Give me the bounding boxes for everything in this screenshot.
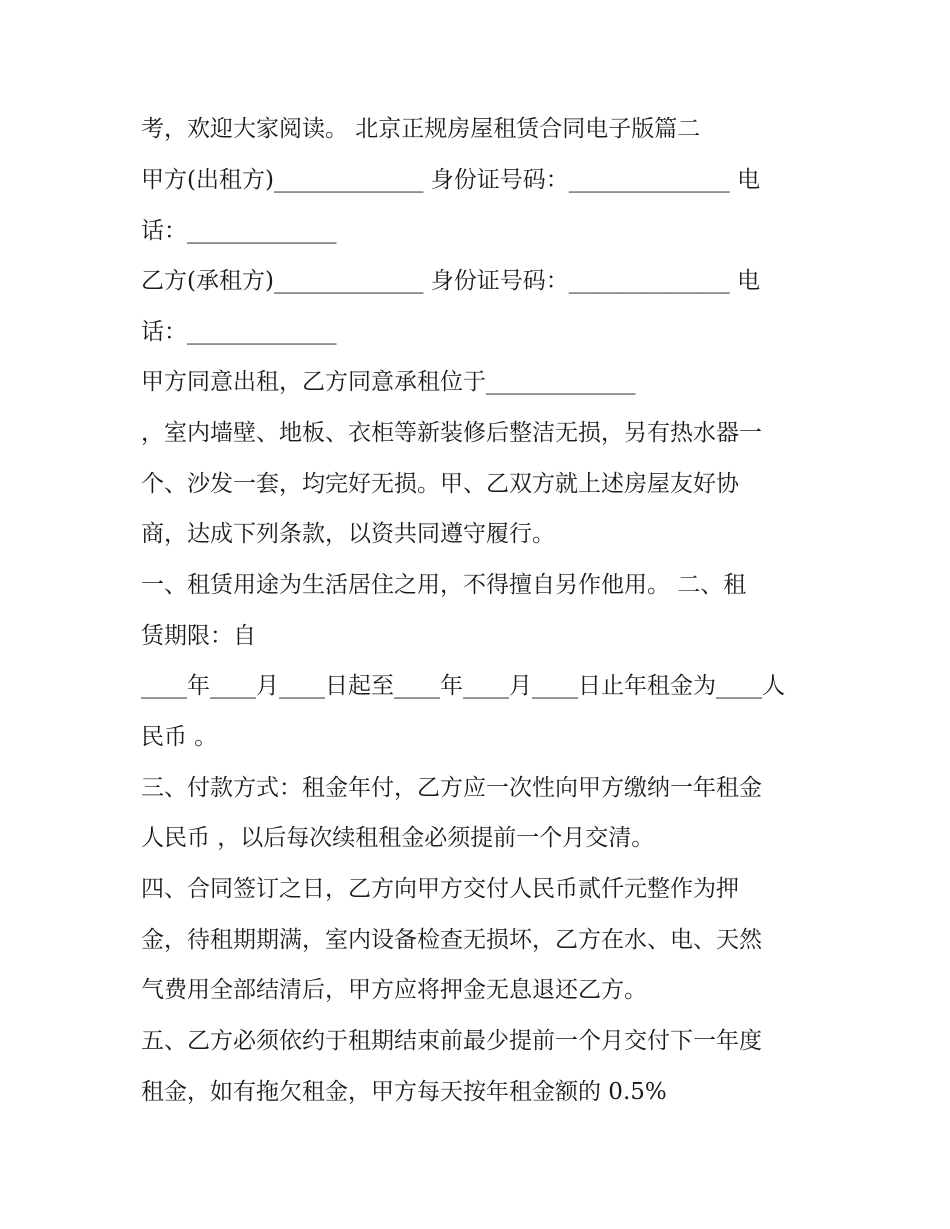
text-line: 商，达成下列条款，以资共同遵守履行。 xyxy=(141,521,555,547)
text-line: 一、租赁用途为生活居住之用，不得擅自另作他用。 二、租 xyxy=(141,572,747,598)
text-line: 金，待租期期满，室内设备检查无损坏，乙方在水、电、天然 xyxy=(141,927,762,953)
text-line: 个、沙发一套，均完好无损。甲、乙双方就上述房屋友好协 xyxy=(141,471,739,497)
text-line: 人民币 ，以后每次续租租金必须提前一个月交清。 xyxy=(141,825,655,851)
text-line: 气费用全部结清后，甲方应将押金无息退还乙方。 xyxy=(141,977,647,1003)
text-line: 五、乙方必须依约于租期结束前最少提前一个月交付下一年度 xyxy=(141,1028,762,1054)
text-line: 民币 。 xyxy=(141,724,218,750)
text-line: 甲方(出租方)_____________ 身份证号码：______________ 电 xyxy=(141,167,761,193)
text-line: 甲方同意出租，乙方同意承租位于_____________ xyxy=(141,369,636,395)
text-line: ____年____月____日起至____年____月____日止年租金为____人 xyxy=(141,673,785,699)
text-line: 租金，如有拖欠租金，甲方每天按年租金额的 0.5% xyxy=(141,1079,667,1105)
text-line: ，室内墙壁、地板、衣柜等新装修后整洁无损，另有热水器一 xyxy=(141,420,762,446)
text-line: 赁期限：自 xyxy=(141,623,256,649)
text-line: 话：_____________ xyxy=(141,218,337,244)
text-line: 乙方(承租方)_____________ 身份证号码：______________ 电 xyxy=(141,268,761,294)
text-line: 三、付款方式：租金年付，乙方应一次性向甲方缴纳一年租金 xyxy=(141,775,762,801)
text-line: 四、合同签订之日，乙方向甲方交付人民币贰仟元整作为押 xyxy=(141,876,739,902)
text-line: 考，欢迎大家阅读。 北京正规房屋租赁合同电子版篇二 xyxy=(141,116,701,142)
text-line: 话：_____________ xyxy=(141,319,337,345)
